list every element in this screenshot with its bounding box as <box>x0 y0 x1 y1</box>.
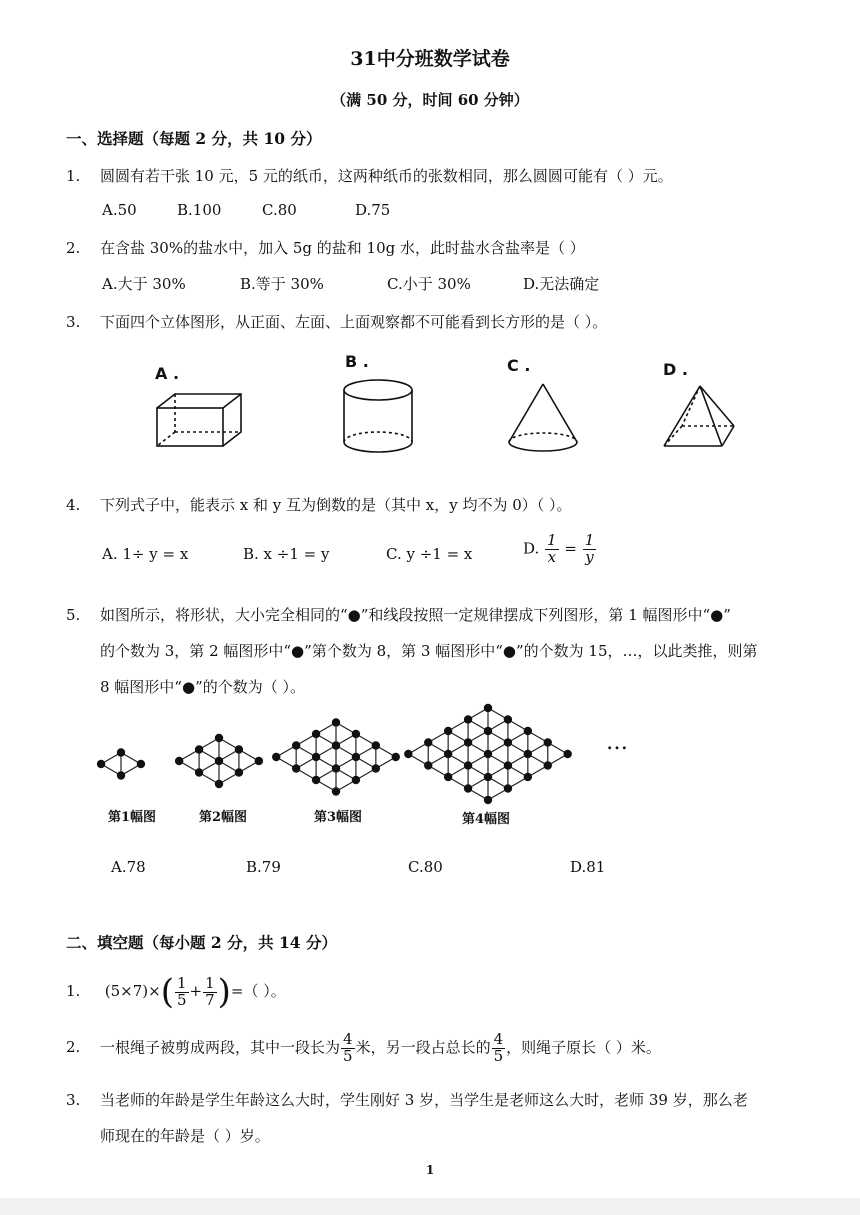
dot-figure-3 <box>272 718 400 795</box>
question-number: 2. <box>66 1038 81 1057</box>
dot <box>464 738 472 746</box>
dot <box>544 738 552 746</box>
question-number: 2. <box>66 239 81 257</box>
dot <box>97 760 105 768</box>
numerator: 4 <box>343 1030 353 1048</box>
dot <box>444 727 452 735</box>
dot <box>524 727 532 735</box>
dot <box>272 753 280 761</box>
equals-sign: = <box>564 539 577 558</box>
denominator: 5 <box>493 1046 504 1065</box>
dot <box>504 715 512 723</box>
dot <box>117 771 125 779</box>
option-a: A. 1÷ y = x <box>102 545 189 563</box>
dot <box>484 773 492 781</box>
dot <box>352 753 360 761</box>
dot <box>392 753 400 761</box>
option-a: A.大于 30% <box>102 275 186 293</box>
dot <box>352 730 360 738</box>
dot <box>484 704 492 712</box>
s2-q1 <box>66 972 286 1012</box>
question-number: 4. <box>66 496 81 514</box>
denominator: 5 <box>343 1046 353 1065</box>
dot <box>215 757 223 765</box>
figure-label-c: C . <box>507 356 531 375</box>
ellipsis: … <box>606 730 628 755</box>
option-d <box>523 533 597 566</box>
option-b: B.79 <box>246 858 281 876</box>
option-c: C.80 <box>262 201 297 219</box>
plus-sign: + <box>189 982 203 1000</box>
option-b: B.100 <box>177 201 222 219</box>
dot <box>504 738 512 746</box>
figure-label-a: A . <box>155 364 180 383</box>
figure-label-b: B . <box>345 352 369 371</box>
numerator: 1 <box>176 973 187 992</box>
dot <box>255 757 263 765</box>
dot <box>215 734 223 742</box>
dot <box>195 745 203 753</box>
question-text-line1: 如图所示，将形状，大小完全相同的“●”和线段按照一定规律摆成下列图形，第 1 幅图形中“●” <box>100 606 731 624</box>
figure-label-d: D . <box>663 360 688 379</box>
denominator: x <box>547 547 557 566</box>
bottom-strip <box>0 1198 860 1215</box>
option-a: A.50 <box>102 201 137 219</box>
dot <box>292 741 300 749</box>
dot <box>332 718 340 726</box>
numerator: 1 <box>547 531 557 549</box>
dot <box>292 764 300 772</box>
dot <box>444 773 452 781</box>
option-d-prefix: D. <box>523 539 540 558</box>
dot <box>235 745 243 753</box>
expression-tail: =（ ）。 <box>230 982 286 1000</box>
option-a: A.78 <box>111 858 146 876</box>
numerator: 1 <box>205 973 215 992</box>
question-text-line3: 8 幅图形中“●”的个数为（ ）。 <box>100 678 306 696</box>
option-d: D.81 <box>570 858 606 876</box>
fraction <box>341 1032 355 1065</box>
dot <box>312 776 320 784</box>
dot <box>424 761 432 769</box>
dot <box>504 784 512 792</box>
option-b: B. x ÷1 = y <box>243 545 330 563</box>
section2-heading: 二、填空题（每小题 2 分，共 14 分） <box>66 933 337 952</box>
dot <box>332 741 340 749</box>
option-c: C.80 <box>408 858 443 876</box>
question-text-line1: 当老师的年龄是学生年龄这么大时，学生刚好 3 岁，当学生是老师这么大时，老师 39 岁，那么老 <box>100 1091 748 1109</box>
s1-q5 <box>66 604 731 625</box>
fraction <box>583 533 597 566</box>
option-d: D.75 <box>355 201 391 219</box>
s1-q4 <box>66 494 572 515</box>
denominator: 5 <box>176 990 187 1009</box>
question-text: 下列式子中，能表示 x 和 y 互为倒数的是（其中 x，y 均不为 0）（ ）。 <box>100 496 572 514</box>
dot <box>195 768 203 776</box>
dot <box>235 768 243 776</box>
section1-heading: 一、选择题（每题 2 分，共 10 分） <box>66 129 322 148</box>
question-text-line2: 师现在的年龄是（ ）岁。 <box>100 1127 270 1145</box>
dot <box>464 761 472 769</box>
question-number: 3. <box>66 1091 81 1109</box>
numerator: 1 <box>584 531 595 549</box>
page-title: 31中分班数学试卷 <box>350 48 510 70</box>
dot <box>332 787 340 795</box>
dot <box>137 760 145 768</box>
option-b: B.等于 30% <box>240 275 324 293</box>
dot-figure-4 <box>404 704 572 804</box>
fraction <box>203 973 217 1009</box>
fraction <box>545 533 559 566</box>
question-text-line2: 的个数为 3，第 2 幅图形中“●”第个数为 8，第 3 幅图形中“●”的个数为 15，…，以此类推，则第 <box>100 642 758 660</box>
denominator: 7 <box>205 990 215 1009</box>
dot-figure-1 <box>97 748 145 779</box>
caption-fig1: 第1幅图 <box>108 810 157 825</box>
dot <box>484 750 492 758</box>
caption-fig2: 第2幅图 <box>199 810 248 825</box>
dot <box>484 727 492 735</box>
text-part2: 米，另一段占总长的 <box>355 1038 491 1057</box>
caption-fig4: 第4幅图 <box>462 812 511 827</box>
cuboid-figure <box>155 390 245 450</box>
s1-q1 <box>66 165 673 186</box>
dot <box>464 715 472 723</box>
paren-left-icon: ( <box>160 972 174 1012</box>
dot <box>524 750 532 758</box>
expression-start: (5×7)× <box>104 982 161 1000</box>
numerator: 4 <box>493 1030 504 1048</box>
dot <box>444 750 452 758</box>
dot <box>215 780 223 788</box>
question-number: 3. <box>66 313 81 331</box>
dot <box>544 761 552 769</box>
option-d: D.无法确定 <box>523 275 600 293</box>
caption-fig3: 第3幅图 <box>314 810 363 825</box>
text-part3: ，则绳子原长（ ）米。 <box>506 1038 661 1057</box>
dot <box>312 753 320 761</box>
dot <box>524 773 532 781</box>
s1-q2 <box>66 237 585 258</box>
s2-q2 <box>66 1032 661 1065</box>
page-number: 1 <box>425 1163 435 1177</box>
fraction <box>492 1032 506 1065</box>
question-number: 5. <box>66 606 81 624</box>
dot <box>175 757 183 765</box>
option-c: C.小于 30% <box>387 275 471 293</box>
question-number: 1. <box>66 982 81 1000</box>
dot <box>404 750 412 758</box>
dot <box>563 750 571 758</box>
question-text: 下面四个立体图形，从正面、左面、上面观察都不可能看到长方形的是（ ）。 <box>100 313 608 331</box>
cylinder-figure <box>340 378 420 458</box>
question-number: 1. <box>66 167 81 185</box>
s1-q3 <box>66 311 607 332</box>
dot-pattern-figures <box>0 700 860 810</box>
dot <box>424 738 432 746</box>
question-text: 在含盐 30%的盐水中，加入 5g 的盐和 10g 水，此时盐水含盐率是（ ） <box>100 239 585 257</box>
pyramid-figure <box>660 382 740 454</box>
option-c: C. y ÷1 = x <box>386 545 473 563</box>
paren-right-icon: ) <box>217 972 231 1012</box>
cone-figure <box>505 380 585 460</box>
dot-figure-2 <box>175 734 263 788</box>
text-part1: 一根绳子被剪成两段，其中一段长为 <box>100 1038 341 1057</box>
dot <box>352 776 360 784</box>
denominator: y <box>585 547 594 566</box>
dot <box>372 764 380 772</box>
dot <box>332 764 340 772</box>
page-subtitle: （满 50 分，时间 60 分钟） <box>331 91 529 109</box>
dot <box>504 761 512 769</box>
dot <box>464 784 472 792</box>
dot <box>484 796 492 804</box>
s2-q3 <box>66 1089 748 1110</box>
dot <box>117 748 125 756</box>
question-text: 圆圆有若干张 10 元，5 元的纸币，这两种纸币的张数相同，那么圆圆可能有（ ）元。 <box>100 167 673 185</box>
dot <box>312 730 320 738</box>
fraction <box>175 973 189 1009</box>
dot <box>372 741 380 749</box>
